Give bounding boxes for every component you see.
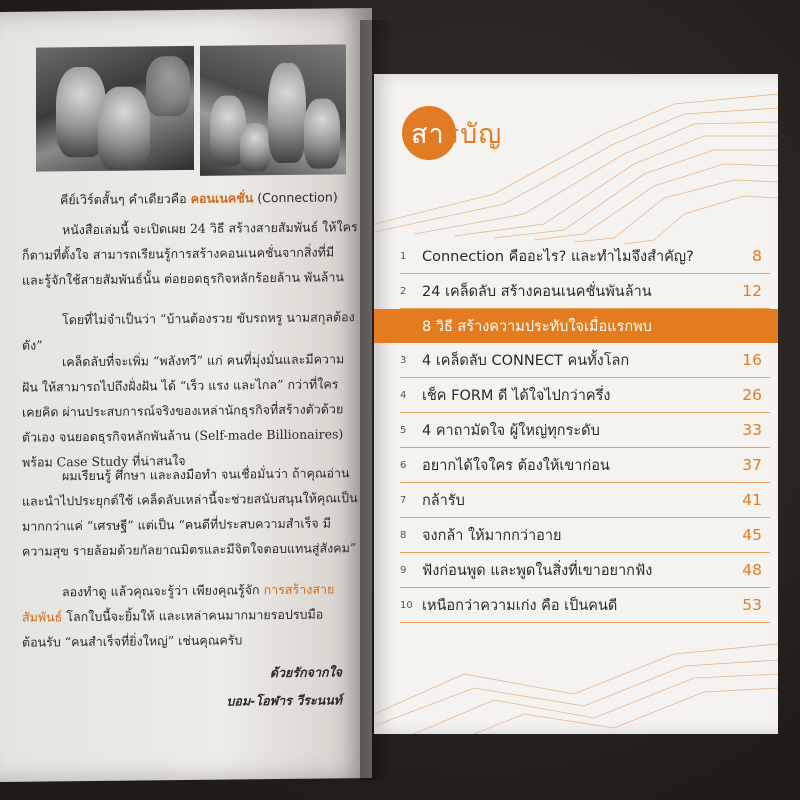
page-title: สารบัญ	[411, 119, 503, 150]
toc-item-title: 4 คาถามัดใจ ผู้ใหญ่ทุกระดับ	[422, 422, 600, 439]
toc-item-page: 33	[742, 421, 762, 439]
toc-item	[400, 274, 770, 309]
signature-line-2: บอม-โอฬาร วีระนนท์	[226, 692, 342, 709]
table-of-contents	[400, 239, 770, 623]
toc-item-title: อยากได้ใจใคร ต้องให้เขาก่อน	[422, 457, 610, 474]
toc-item-number: 1	[400, 250, 407, 262]
toc-item-title: เหนือกว่าความเก่ง คือ เป็นคนดี	[422, 597, 618, 614]
photo-caption: คีย์เวิร์ดสั้นๆ คำเดียวคือ คอนเนคชั่น (Connection)	[60, 189, 338, 208]
toc-item-title: เช็ค FORM ดี ได้ใจไปกว่าครึ่ง	[422, 387, 611, 404]
toc-item-number: 5	[400, 424, 407, 436]
caption-keyword: คอนเนคชั่น	[190, 190, 254, 206]
paragraph-4: ผมเรียนรู้ ศึกษา และลงมือทำ จนเชื่อมั่นว่า ถ้าคุณอ่านและนำไปประยุกต์ใช้ เคล็ดลับเหล่านี้จะช่วยสนับสนุนให้คุณเป็นมากกว่าแค่ “เศรษฐี” แต่เป็น “คนดีที่ประสบความสำเร็จ มีความสุข รายล้อมด้วยกัลยาณมิตรและมีจิตใจตอบแทนสู่สังคม”	[22, 465, 358, 559]
toc-item-page: 53	[742, 596, 762, 614]
left-page	[0, 8, 372, 782]
toc-item-title: 8 วิธี สร้างความประทับใจเมื่อแรกพบ	[422, 318, 652, 335]
toc-item-title: กล้ารับ	[422, 492, 465, 509]
toc-item-page: 8	[752, 247, 762, 265]
toc-item-number: 9	[400, 564, 407, 576]
toc-item-page: 37	[742, 456, 762, 474]
toc-item-page: 26	[742, 386, 762, 404]
signature-line-1: ด้วยรักจากใจ	[269, 664, 342, 681]
toc-item	[400, 588, 770, 623]
toc-item-number: 4	[400, 389, 407, 401]
paragraph-5: ลองทำดู แล้วคุณจะรู้ว่า เพียงคุณรู้จัก การสร้างสายสัมพันธ์ โลกใบนี้จะยิ้มให้ และเหล่าคนมากมายรอปรบมือต้อนรับ “คนสำเร็จที่ยิ่งใหญ่” เช่นคุณครับ	[22, 581, 335, 650]
toc-item-title: Connection คืออะไร? และทำไมจึงสำคัญ?	[422, 248, 694, 265]
toc-item-page: 45	[742, 526, 762, 544]
highlight-relationship: การสร้างสายสัมพันธ์	[22, 581, 335, 625]
toc-item	[374, 309, 778, 343]
toc-item-page: 16	[742, 351, 762, 369]
family-photo-1	[36, 46, 194, 172]
paragraph-1: หนังสือเล่มนี้ จะเปิดเผย 24 วิธี สร้างสายสัมพันธ์ ให้ใครก็ตามที่ตั้งใจ สามารถเรียนรู้การสร้างคอนเนคชั่นจากสิ่งที่มี และรู้จักใช้สายสัมพันธ์นั้น ต่อยอดธุรกิจหลักร้อยล้าน พันล้าน	[22, 219, 358, 288]
toc-item-number: 2	[400, 285, 407, 297]
toc-item	[400, 448, 770, 483]
toc-item-title: 24 เคล็ดลับ สร้างคอนเนคชั่นพันล้าน	[422, 283, 652, 300]
toc-item	[400, 378, 770, 413]
toc-item-page: 12	[742, 282, 762, 300]
toc-item-number: 8	[400, 529, 407, 541]
family-photo-2	[200, 44, 346, 176]
paragraph-2: โดยที่ไม่จำเป็นว่า “บ้านต้องรวย ขับรถหรู นามสกุลต้องดัง”	[22, 309, 355, 353]
toc-item	[400, 239, 770, 274]
toc-item	[400, 483, 770, 518]
toc-item-title: ฟังก่อนพูด และพูดในสิ่งที่เขาอยากฟัง	[422, 562, 653, 579]
right-page	[374, 74, 778, 734]
paragraph-3: เคล็ดลับที่จะเพิ่ม “พลังทวี” แก่ คนที่มุ่งมั่นและมีความฝัน ให้สามารถไปถึงฝั่งฝัน ได้ “เร็ว แรง และไกล” กว่าที่ใครเคยคิด ผ่านประสบการณ์จริงของเหล่านักธุรกิจที่สร้างตัวด้วยตัวเอง จนยอดธุรกิจหลักพันล้าน (Self-made Billionaires) พร้อม Case Study ที่น่าสนใจ	[22, 351, 345, 470]
toc-item-number: 10	[400, 599, 413, 611]
toc-item	[400, 518, 770, 553]
toc-item-number: 7	[400, 494, 407, 506]
toc-item	[400, 343, 770, 378]
toc-item	[400, 413, 770, 448]
toc-item-title: จงกล้า ให้มากกว่าอาย	[422, 527, 562, 544]
toc-item-page: 48	[742, 561, 762, 579]
toc-item	[400, 553, 770, 588]
toc-item-number: 6	[400, 459, 407, 471]
toc-item-title: 4 เคล็ดลับ CONNECT คนทั้งโลก	[422, 352, 630, 369]
toc-item-page: 41	[742, 491, 762, 509]
toc-item-number: 3	[400, 354, 407, 366]
